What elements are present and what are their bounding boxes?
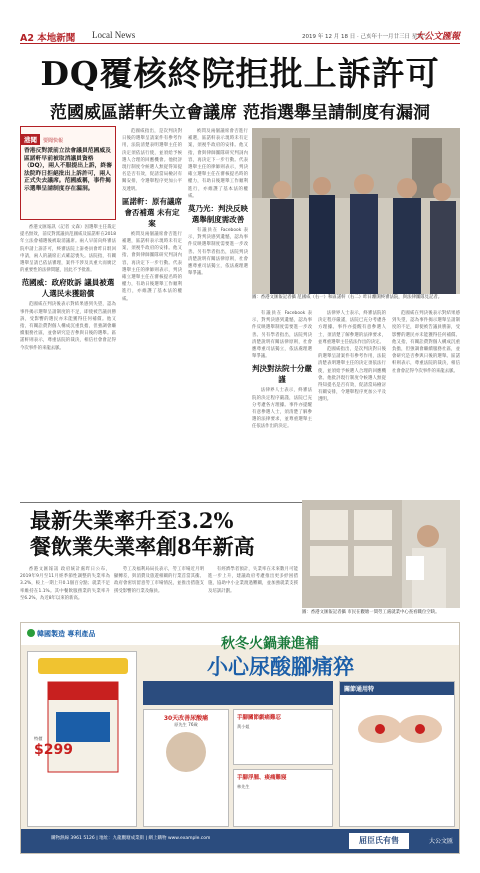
- story2-headline-line2: 餐飲業失業率創8年新高: [30, 534, 255, 559]
- ad-testimonial-title: 手腳浮腫、痠痛難寢: [237, 775, 287, 781]
- ad-brand: [27, 629, 95, 639]
- article-paragraph: 有經濟學者預計，失業率在未來數月可能進一步上升，建議政府考慮推出更多紓困措施，協助中小企業渡過難關，並加強就業支援及培訓計劃。: [208, 567, 298, 594]
- ad-footer: [21, 829, 459, 853]
- article-paragraph: 香港文匯報訊 政府統計處昨日公布，2019年9月至11月經季節性調整的失業率為3.2%，較上一期上升0.1個百分點；就業不足率維持在1.1%。其中餐飲服務業的失業率升至6.2%，為近8年以來的新高。: [20, 567, 110, 601]
- article-paragraph: 勞工及福利局局長表示，勞工市場近月明顯轉差，與消費及旅遊相關的行業首當其衝。政府會密切留意勞工市場情況，並推出措施支援受影響的行業及僱員。: [114, 567, 204, 594]
- article-column-2: [122, 128, 182, 494]
- section-label-en: Local News: [92, 30, 136, 40]
- article-column-3: [188, 128, 248, 494]
- article-paragraph: 范國威在判決後表示對結果感到失望，認為事件揭示選舉呈請制度的不足，即使被告議員勝訴，受影響的選民亦未能獲得任何補償。他又指，有關訟費對個人構成沉重負擔，但強調會繼續服務社區，並會研究是否參與日後的選舉。區諾軒則表示，尊重法院的裁決，相信社會會記得今次事件的來龍去脈。: [20, 302, 116, 351]
- ad-footer-text: 購物熱線 3961 5126 | 地址：九龍觀塘成業街 | 網上購物 www.example.com: [51, 836, 211, 841]
- ad-title-2: 小心尿酸腳痛猝: [207, 654, 354, 679]
- section-subheading: 區諾軒：原有議席會否補選 未有定案: [122, 196, 182, 228]
- article-paragraph: 范國威指出，是次判決對日後的選舉呈請案件有參考作用，法院清楚表明選舉主任的決定須依法行使，並須給予候選人合理的回應機會。他批評現行制度令候選人無從得知提名是否有效，促請當局檢討有關安排，令選舉程序更加公平及透明。: [318, 347, 386, 403]
- ad-price-label: 特價: [34, 736, 43, 741]
- ad-price-value: $299: [34, 742, 73, 758]
- court-photo-illustration: [252, 128, 460, 294]
- article-paragraph: 范國威指出，是次判決對日後的選舉呈請案件有參考作用，法院清楚表明選舉主任的決定須依法行使，並須給予候選人合理的回應機會。他批評現行制度令候選人無從得知提名是否有效，促請當局檢討有關安排，令選舉程序更加公平及透明。: [122, 129, 182, 192]
- masthead-logo: 大公文匯報: [414, 32, 460, 42]
- ad-testimonial-sub: 黃小姐: [237, 724, 250, 729]
- job-centre-photo-illustration: [302, 500, 460, 608]
- section-label: A2 本地新聞: [20, 33, 76, 44]
- article-paragraph: 有議員在 Facebook 表示，對判決感到遺憾，認為事件反映選舉制度需要進一步改善。另有學者指出，法院判決清楚說明有關法律原則，社會應尊重司法獨立，依法處理選舉爭議。: [188, 228, 248, 277]
- ad-retailer-badge: 屈臣氏有售: [349, 833, 409, 849]
- summary-tag-sub: 要聞快報: [43, 138, 64, 144]
- ad-info-panel: [339, 681, 455, 827]
- article-paragraph: 被問及兩個議席會否進行補選，區諾軒表示現時未有定案，須視乎政府的安排。他又指，會與律師團隊研究判詞內容，再決定下一步行動。代表選舉主任的律師則表示，判決確立選舉主任在審核提名時的權力，有助日後選舉工作順利進行，亦維護了基本法的權威。: [188, 129, 248, 199]
- story2-headline-line1: 最新失業率升至3.2%: [30, 508, 234, 533]
- news-photo: [252, 128, 460, 294]
- korea-flag-icon: [27, 629, 35, 637]
- ad-info-title: 關節通用特: [340, 682, 454, 695]
- article-column-1: [20, 224, 116, 494]
- main-headline: DQ覆核終院拒批上訴許可: [40, 54, 440, 93]
- product-box-illustration: [28, 652, 138, 782]
- foot-diagram-illustration: [340, 695, 456, 755]
- article-paragraph: 法律界人士表示，終審法院的決定程序嚴謹，法院已充分考慮各方理據。事件亦提醒有意參選人士，須清楚了解參選的法律要求，並尊重選舉主任依法作出的決定。: [252, 388, 312, 430]
- section-subheading: 范國威：政府敗訴 議員被選人選民未獲賠償: [21, 278, 115, 299]
- sub-headline: 范國威區諾軒失立會議席 范指選舉呈請制度有漏洞: [50, 103, 430, 123]
- summary-tag: 港聞: [21, 134, 40, 145]
- section-subheading: 莫乃光：判決反映選舉制度需改善: [188, 204, 248, 225]
- story2-column-2: [114, 566, 204, 618]
- section-subheading: 判決對法院十分嚴謹: [252, 364, 312, 385]
- ad-banner: [143, 681, 333, 705]
- page-header: [20, 30, 460, 44]
- ad-testimonial-sub: 林先生: [237, 784, 250, 789]
- story2-column-3: [208, 566, 298, 618]
- ad-testimonial-title: 30天改善尿酸痛: [163, 715, 209, 722]
- ad-title-1: 秋冬火鍋兼進補: [221, 636, 319, 652]
- ad-testimonial-1: [143, 709, 229, 827]
- ad-testimonial-2: [233, 709, 333, 765]
- story2-photo: [302, 500, 460, 608]
- article-column-6: [392, 310, 460, 496]
- ad-price: [34, 736, 73, 758]
- ad-testimonial-sub: 原先生 76歲: [174, 722, 198, 727]
- article-paragraph: 有議員在 Facebook 表示，對判決感到遺憾，認為事件反映選舉制度需要進一步改善。另有學者指出，法院判決清楚說明有關法律原則，社會應尊重司法獨立，依法處理選舉爭議。: [252, 311, 312, 360]
- ad-footer-logo: 大公文匯: [428, 838, 453, 845]
- article-paragraph: 被問及兩個議席會否進行補選，區諾軒表示現時未有定案，須視乎政府的安排。他又指，會與律師團隊研究判詞內容，再決定下一步行動。代表選舉主任的律師則表示，判決確立選舉主任在審核提名時的權力，有助日後選舉工作順利進行，亦維護了基本法的權威。: [122, 231, 182, 302]
- story2-caption: 圖：香港文匯報記者攝 市民在觀塘一間勞工處就業中心查看職位空缺。: [302, 610, 440, 615]
- story2-headline: [30, 508, 255, 560]
- photo-caption: 圖：香港文匯報記者攝 范國威（右一）和區諾軒（右二）昨日離開終審法院，與法律團隊見記者。: [252, 295, 443, 300]
- ad-testimonial-title: 手腳關節劇痛難忍: [237, 715, 282, 721]
- article-paragraph: 香港文匯報訊（記者 文森）因選舉主任裁定提名無效，前反對派議員范國威及區諾軒在2018年立法會補選後被取消議席。兩人早前向終審法院申請上訴許可，終審法院上訴委員會昨日駁回申請，兩人的議席正式確認喪失。法院指，有關選舉呈請已依法審理，案件不涉及具重大而廣泛的重要性的法律問題，因此不予批准。: [20, 225, 116, 274]
- ad-product-panel: [27, 651, 137, 827]
- advertisement: [20, 622, 460, 854]
- story2-column-1: [20, 566, 110, 618]
- article-column-4: [252, 310, 312, 496]
- article-paragraph: 范國威在判決後表示對結果感到失望，認為事件揭示選舉呈請制度的不足，即使被告議員勝訴，受影響的選民亦未能獲得任何補償。他又指，有關訟費對個人構成沉重負擔，但強調會繼續服務社區，並會研究是否參與日後的選舉。區諾軒則表示，尊重法院的裁決，相信社會會記得今次事件的來龍去脈。: [392, 311, 460, 374]
- ad-testimonial-3: [233, 769, 333, 827]
- article-paragraph: 法律界人士表示，終審法院的決定程序嚴謹，法院已充分考慮各方理據。事件亦提醒有意參選人士，須清楚了解參選的法律要求，並尊重選舉主任依法作出的決定。: [318, 311, 386, 345]
- testimonial-avatar: [166, 732, 206, 772]
- issue-date: 2019 年 12 月 18 日 · 己亥年十一月廿三日 星期三: [302, 34, 429, 40]
- summary-text: 香港反對派前立法會議員范國威及區諾軒早前被取消議員資格（DQ），兩人不服提出上訴，終審法院昨日拒絕批出上訴許可，兩人正式失去議席。范國威稱，事件揭示選舉呈請制度存在漏洞。: [24, 148, 112, 192]
- summary-box: [20, 126, 116, 220]
- article-column-5: [318, 310, 386, 496]
- ad-brand-text: 韓國製造 專利產品: [37, 630, 96, 638]
